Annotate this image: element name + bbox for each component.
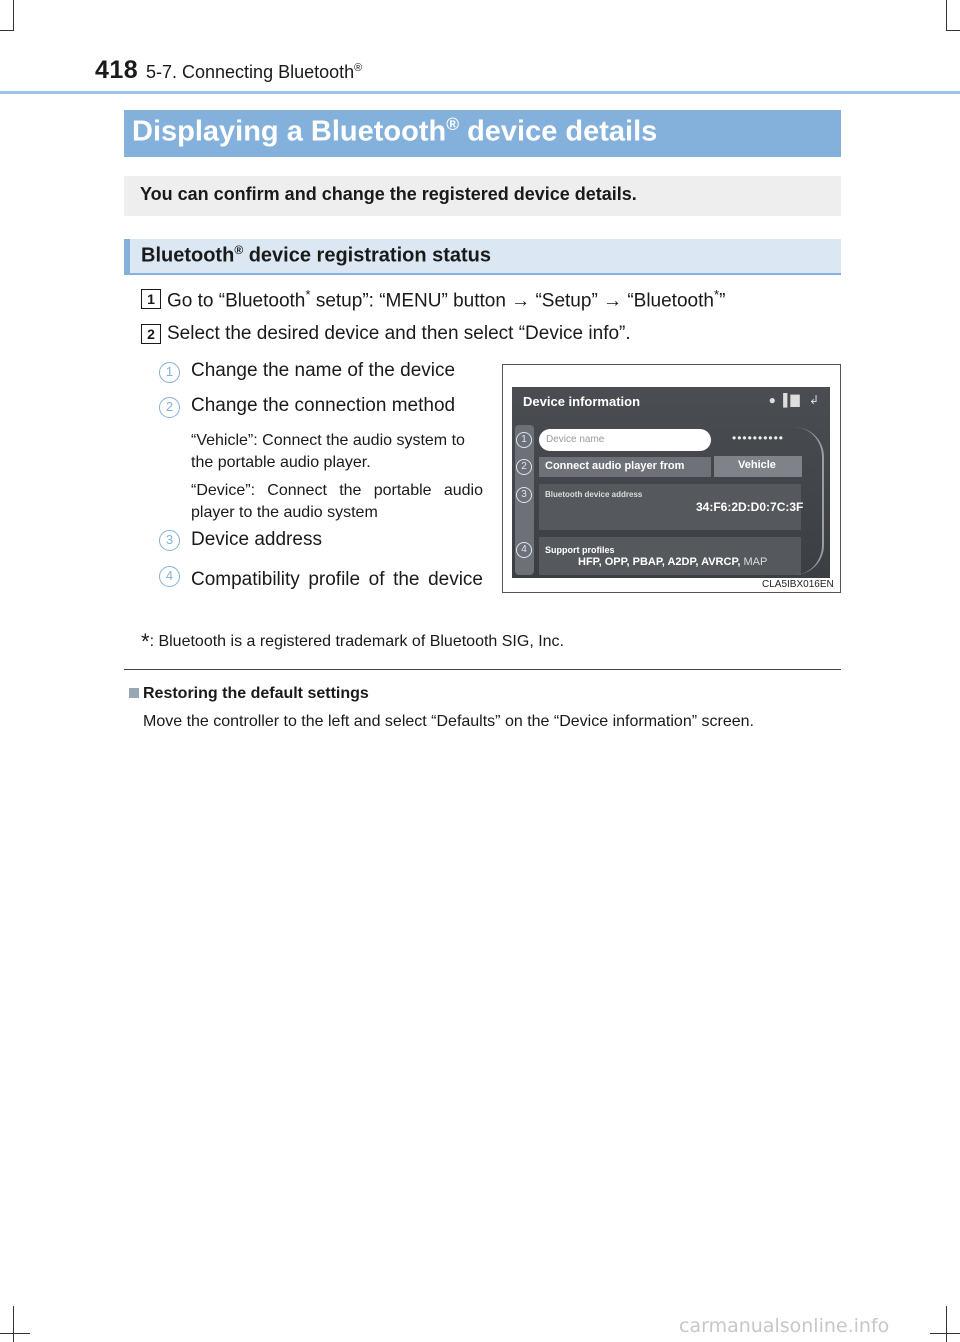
- step-number: 1: [141, 289, 161, 309]
- device-name-value: ••••••••••: [732, 431, 785, 445]
- profiles-label: Support profiles: [545, 545, 615, 555]
- crop-mark: [0, 30, 14, 31]
- address-label: Bluetooth device address: [545, 490, 643, 499]
- note-text: “Device”: Connect the portable audio player to the audio system: [191, 482, 483, 521]
- intro-text: You can confirm and change the registered device details.: [140, 184, 637, 204]
- restore-heading: Restoring the default settings: [129, 685, 369, 703]
- vehicle-button-label: Vehicle: [738, 459, 776, 471]
- profiles-value: HFP, OPP, PBAP, A2DP, AVRCP, MAP: [578, 556, 768, 568]
- separator: [124, 669, 841, 670]
- item-number: 4: [159, 566, 180, 587]
- figure-code: CLA5IBX016EN: [762, 579, 834, 590]
- note-text: “Vehicle”: Connect the audio system to the portable audio player.: [191, 432, 465, 471]
- page-number: 418: [95, 56, 139, 84]
- crop-mark: [13, 1306, 14, 1342]
- status-icons: ●▐▇ ↲: [768, 393, 822, 407]
- device-name-placeholder: Device name: [546, 434, 605, 445]
- item-text: Device address: [191, 529, 322, 550]
- crop-mark: [13, 0, 14, 30]
- callout-badge: 1: [516, 432, 532, 448]
- item-number: 1: [159, 362, 180, 383]
- item-text: Change the name of the device: [191, 360, 456, 381]
- connect-label: Connect audio player from: [545, 460, 685, 472]
- page-title: Displaying a Bluetooth® device details: [132, 114, 658, 148]
- square-bullet-icon: [129, 688, 139, 698]
- crop-mark: [946, 0, 947, 30]
- footnote: *: Bluetooth is a registered trademark of Bluetooth SIG, Inc.: [141, 629, 564, 654]
- header-rule: [0, 91, 960, 94]
- callout-badge: 3: [516, 487, 532, 503]
- item-number: 2: [159, 397, 180, 418]
- section-title: 5-7. Connecting Bluetooth®: [146, 62, 363, 82]
- item-text: Compatibility profile of the device: [191, 569, 483, 590]
- address-value: 34:F6:2D:D0:7C:3F: [696, 500, 804, 514]
- device-information-screen: [512, 387, 830, 578]
- scroll-arc: [794, 427, 824, 575]
- crop-mark: [946, 1306, 947, 1342]
- crop-mark: [0, 1333, 30, 1334]
- item-number: 3: [159, 530, 180, 551]
- watermark: carmanualsonline.info: [679, 1315, 890, 1337]
- step-text: Go to “Bluetooth* setup”: “MENU” button → “Setup” → “Bluetooth*”: [167, 287, 726, 312]
- callout-badge: 4: [516, 542, 532, 558]
- crop-mark: [946, 30, 960, 31]
- subheading: Bluetooth® device registration status: [141, 243, 492, 267]
- restore-body: Move the controller to the left and select “Defaults” on the “Device information” screen.: [143, 713, 754, 730]
- step-text: Select the desired device and then select “Device info”.: [167, 323, 631, 344]
- crop-mark: [930, 1333, 960, 1334]
- callout-badge: 2: [516, 459, 532, 475]
- screen-title: Device information: [523, 394, 641, 409]
- step-number: 2: [141, 324, 161, 344]
- item-text: Change the connection method: [191, 395, 456, 416]
